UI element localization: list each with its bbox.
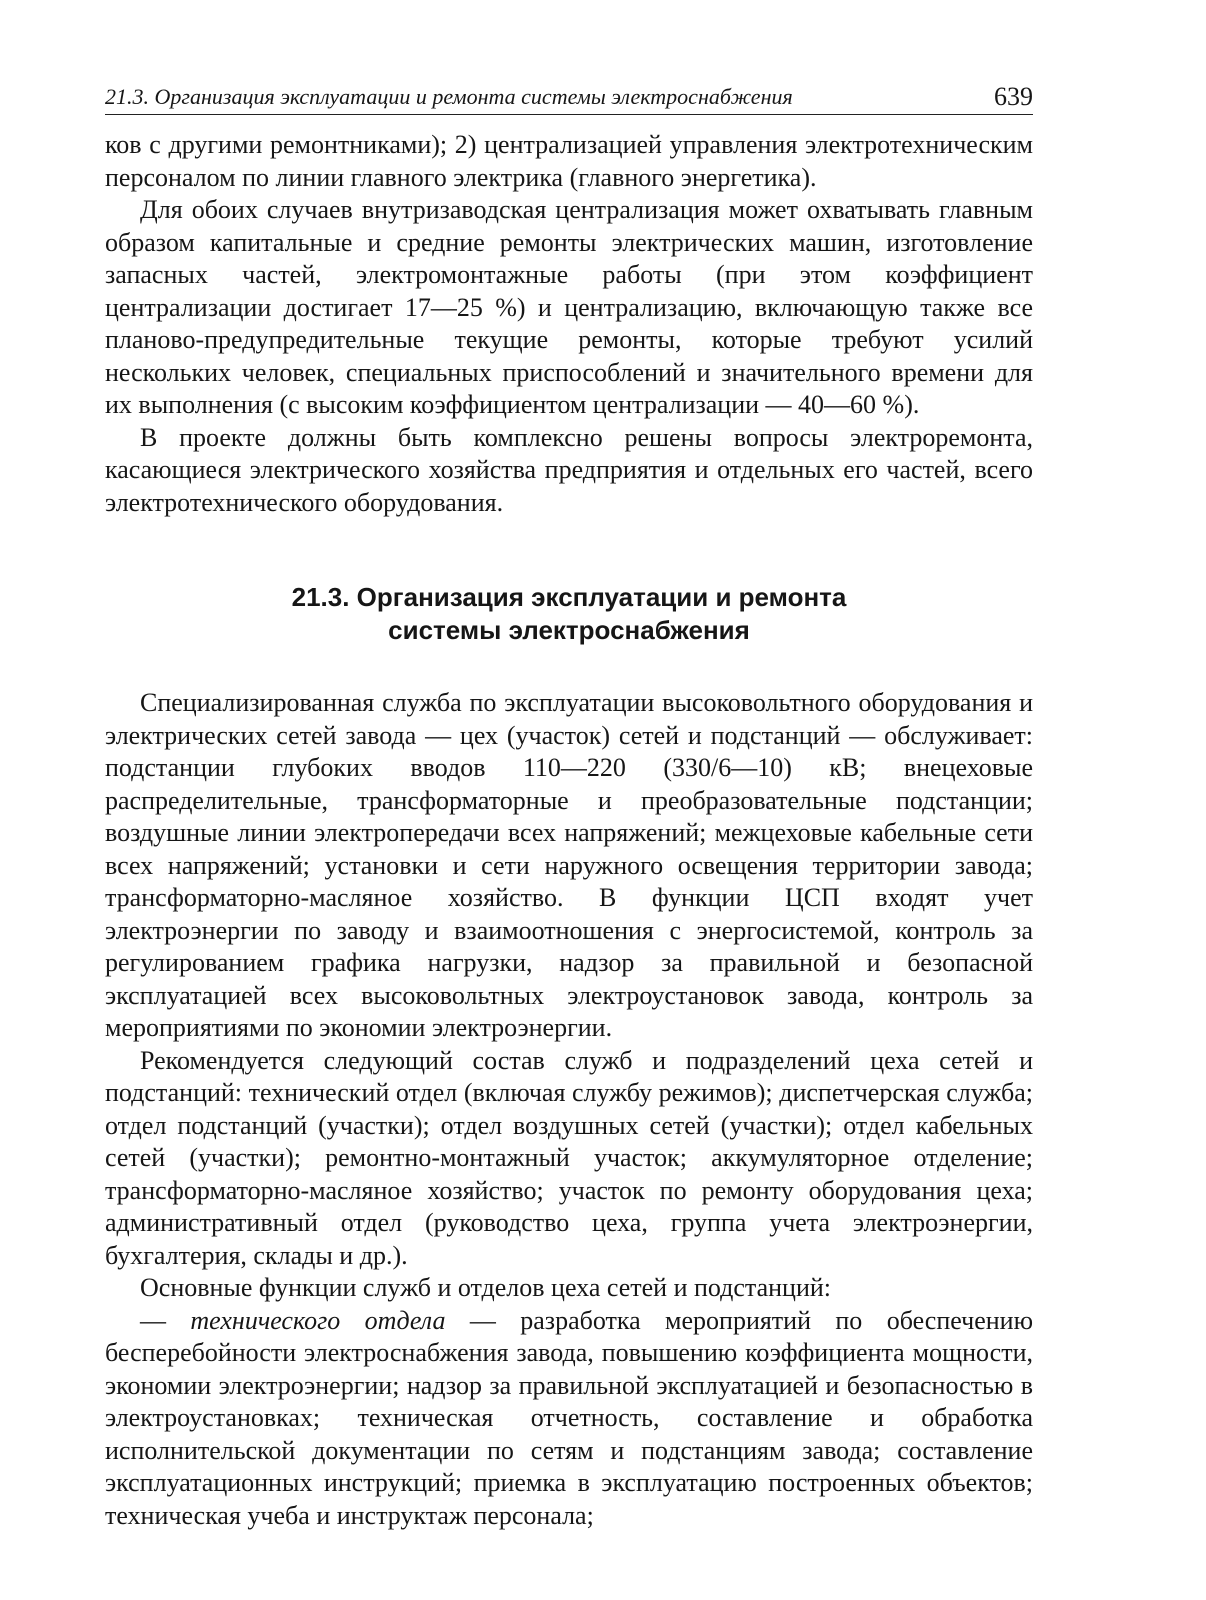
page-number: 639 bbox=[994, 82, 1033, 111]
running-title: 21.3. Организация эксплуатации и ремонта системы электроснабжения bbox=[105, 84, 793, 109]
section-heading-line: 21.3. Организация эксплуатации и ремонта bbox=[291, 582, 847, 612]
list-text: — разработка мероприятий по обеспечению бесперебойности электроснабжения завода, повышению коэффициента мощности, экономии электроэнергии; надзор за правильной эксплуатацией и безопасностью в электроустановках; техническая отчетность, составление и обработка исполнительской документации по сетям и подстанциям завода; составление эксплуатационных инструкций; приемка в эксплуатацию построенных объектов; техническая учеба и инструктаж персонала; bbox=[105, 1305, 1033, 1530]
paragraph: В проекте должны быть комплексно решены вопросы электроремонта, касающиеся электрического хозяйства предприятия и отдельных его частей, всего электротехнического оборудования. bbox=[105, 422, 1033, 517]
section-heading-line: системы электроснабжения bbox=[388, 615, 750, 645]
list-dash: — bbox=[140, 1305, 191, 1335]
paragraph: Основные функции служб и отделов цеха сетей и подстанций: bbox=[140, 1273, 832, 1302]
paragraph: Для обоих случаев внутризаводская централизация может охватывать главным образом капитальные и средние ремонты электрических машин, изготовление запасных частей, электромонтажные работы (при этом коэффициент централизации достигает 17—25 %) и централизацию, включающую также все планово-предупредительные текущие ремонты, которые требуют усилий нескольких человек, специальных приспособлений и значительного времени для их выполнения (с высоким коэффициентом централизации — 40—60 %). bbox=[105, 195, 1033, 419]
list-item bbox=[105, 1305, 1033, 1533]
paragraph: ков с другими ремонтниками); 2) централизацией управления электротехническим персоналом по линии главного электрика (главного энергетика). bbox=[105, 130, 1033, 192]
paragraph: Специализированная служба по эксплуатации высоковольтного оборудования и электрических сетей завода — цех (участок) сетей и подстанций — обслуживает: подстанции глубоких вводов 110—220 (330/6—10) кВ; внецеховые распределительные, трансформаторные и преобразовательные подстанции; воздушные линии электропередачи всех напряжений; межцеховые кабельные сети всех напряжений; установки и сети наружного освещения территории завода; трансформаторно-масляное хозяйство. В функции ЦСП входят учет электроэнергии по заводу и взаимоотношения с энергосистемой, контроль за регулированием графика нагрузки, надзор за правильной и безопасной эксплуатацией всех высоковольтных электроустановок завода, контроль за мероприятиями по экономии электроэнергии. bbox=[105, 688, 1033, 1042]
document-page bbox=[105, 84, 1033, 1532]
list-term: технического отдела bbox=[190, 1305, 446, 1335]
running-header bbox=[105, 84, 1033, 115]
paragraph: Рекомендуется следующий состав служб и подразделений цеха сетей и подстанций: технический отдел (включая службу режимов); диспетчерская служба; отдел подстанций (участки); отдел воздушных сетей (участки); отдел кабельных сетей (участки); ремонтно-монтажный участок; аккумуляторное отделение; трансформаторно-масляное хозяйство; участок по ремонту оборудования цеха; административный отдел (руководство цеха, группа учета электроэнергии, бухгалтерия, склады и др.). bbox=[105, 1045, 1033, 1270]
page-content bbox=[105, 129, 1033, 1532]
section-heading bbox=[105, 581, 1033, 647]
